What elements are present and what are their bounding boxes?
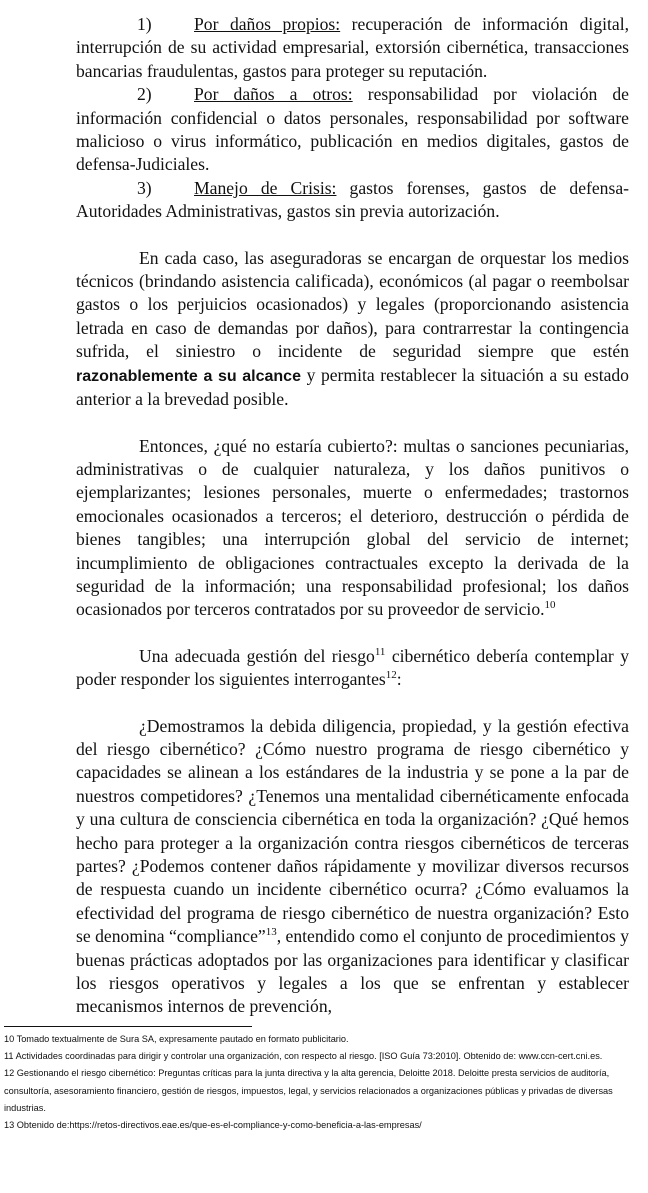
list-item-text: responsabilidad por violación de información confidencial o datos personales, responsabilidad por software malicioso o virus informático, publicación en medios digitales, gastos de defensa-Judiciales.	[76, 84, 629, 175]
footnote-ref: 10	[544, 599, 556, 612]
footnote-10: 10 Tomado textualmente de Sura SA, expresamente pautado en formato publicitario.	[4, 1034, 349, 1044]
list-number: 1)	[137, 14, 152, 34]
paragraph-text: Entonces, ¿qué no estaría cubierto?: multas o sanciones pecuniarias, administrativas o de cualquier naturaleza, y los daños punitivos o ejemplarizantes; lesiones personales, muerte o enfermedades; trastornos emocionales ocasionados a terceros; el deterioro, destrucción o pérdida de bienes tangibles; una interrupción global del servicio de internet; incumplimiento de obligaciones contractuales excepto la derivada de la seguridad de la información; una responsabilidad profesional; los daños ocasionados por terceros contratados por su proveedor de servicio.	[76, 435, 629, 620]
list-number: 3)	[137, 177, 152, 198]
paragraph-text: :	[396, 669, 402, 690]
document-body	[76, 13, 629, 1019]
paragraph-text: En cada caso, las aseguradoras se encargan de orquestar los medios técnicos (brindando asistencia calificada), económicos (al pagar o reembolsar gastos o los perjuicios ocasionados) y legales (proporcionando asistencia letrada en caso de demandas por daños), para contrarrestar la contingencia sufrida, el siniestro o incidente de seguridad siempre que estén	[76, 247, 629, 362]
footnote-separator	[4, 1026, 252, 1027]
paragraph-text: ¿Demostramos la debida diligencia, propiedad, y la gestión efectiva del riesgo cibernético? ¿Cómo nuestro programa de riesgo cibernético y capacidades se alinean a los estándares de la industria y se pone a la par de nuestros competidores? ¿Tenemos una mentalidad cibernéticamente enfocada y una cultura de consciencia cibernética en toda la organización? ¿Qué hemos hecho para proteger a la organización contra riesgos cibernéticos de terceras partes? ¿Podemos contener daños rápidamente y movilizar diversos recursos de respuesta cuando un incidente cibernético ocurra? ¿Cómo evaluamos la efectividad del programa de riesgo cibernético de nuestra organización? Esto se denomina “compliance”	[76, 715, 629, 947]
list-item-text: recuperación de información digital, interrupción de su actividad empresarial, extorsión cibernética, transacciones bancarias fraudulentas, gastos para proteger su reputación.	[76, 14, 629, 81]
paragraph-risk-management	[76, 645, 629, 692]
list-item-1	[76, 13, 629, 83]
bold-text: razonablemente a su alcance	[76, 367, 301, 385]
footnote-ref: 12	[385, 669, 397, 682]
paragraph-text: Una adecuada gestión del riesgo	[139, 645, 375, 666]
list-item-heading: Manejo de Crisis:	[194, 177, 337, 198]
list-item-text: gastos forenses, gastos de defensa-Autoridades Administrativas, gastos sin previa autorización.	[76, 177, 629, 222]
paragraph-insurers	[76, 247, 629, 412]
list-number: 2)	[137, 84, 152, 105]
footnote-11: 11 Actividades coordinadas para dirigir y controlar una organización, con respecto al riesgo. [ISO Guía 73:2010]. Obtenido de: www.ccn-cert.cni.es.	[4, 1051, 603, 1062]
list-item-heading: Por daños a otros:	[194, 84, 353, 105]
list-item-2	[76, 83, 629, 177]
paragraph-questions	[76, 715, 629, 1019]
list-item-heading: Por daños propios:	[194, 14, 341, 34]
footnotes	[4, 1031, 632, 1134]
footnote-ref: 13	[265, 926, 277, 939]
footnote-ref: 11	[374, 645, 386, 658]
paragraph-text: y permita restablecer la situación a su estado anterior a la brevedad posible.	[76, 364, 629, 410]
paragraph-not-covered	[76, 435, 629, 622]
list-item-3	[76, 177, 629, 224]
footnote-12: 12 Gestionando el riesgo cibernético: Preguntas críticas para la junta directiva y la alta gerencia, Deloitte 2018. Deloitte presta servicios de auditoría, consultoría, asesoramiento financiero, gestión de riesgos, impuestos, legal, y servicios relacionados a organizaciones públicas y privadas de diversas industrias.	[4, 1068, 613, 1113]
footnote-13: 13 Obtenido de:https://retos-directivos.eae.es/que-es-el-compliance-y-como-beneficia-a-las-empresas/	[4, 1120, 422, 1131]
paragraph-text: , entendido como el conjunto de procedimientos y buenas prácticas adoptados por las organizaciones para identificar y clasificar los riesgos operativos y legales a los que se enfrentan y establecer mecanismos internos de prevención,	[76, 926, 629, 1017]
paragraph-text: cibernético debería contemplar y poder responder los siguientes interrogantes	[76, 645, 629, 690]
